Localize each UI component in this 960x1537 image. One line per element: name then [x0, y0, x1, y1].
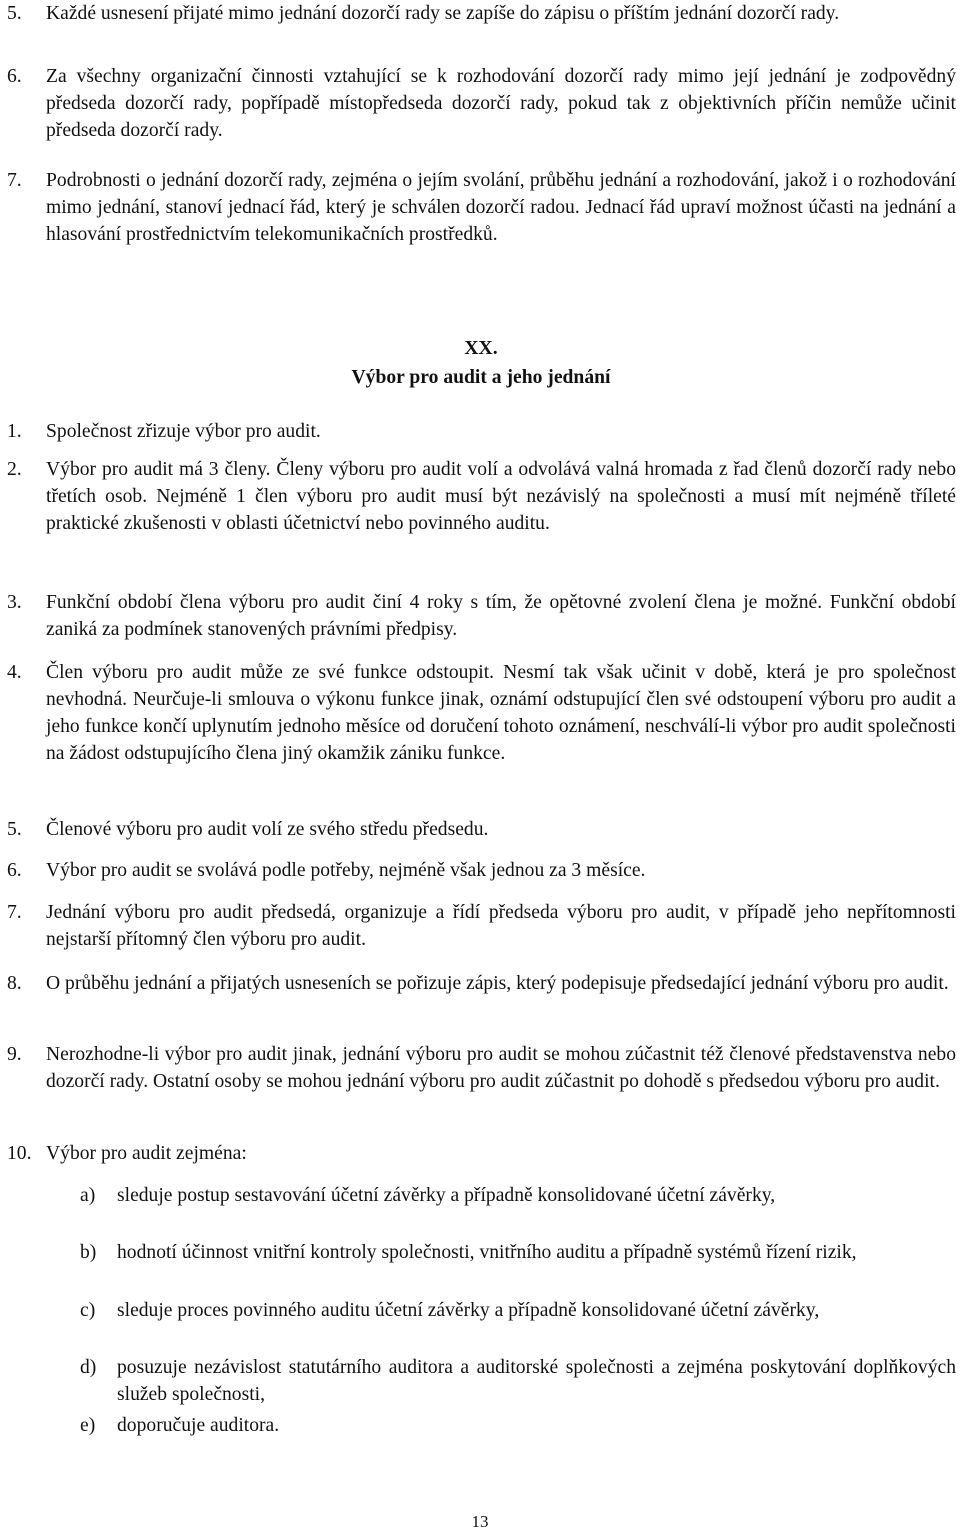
item-text: Výbor pro audit zejména: [46, 1143, 247, 1164]
item-number: 6. [7, 66, 22, 87]
item-number: 2. [7, 459, 22, 480]
item-text: Každé usnesení přijaté mimo jednání dozorčí rady se zapíše do zápisu o příštím jednání dozorčí rady. [46, 3, 840, 24]
section-item-7 [7, 899, 956, 953]
section-item-5 [7, 816, 956, 843]
subitem-letter: a) [80, 1185, 96, 1206]
item-text: Podrobnosti o jednání dozorčí rady, zejména o jejím svolání, průběhu jednání a rozhodování, jakož i o rozhodování mimo jednání, stanoví jednací řád, který je schválen dozorčí radou. Jednací řád upraví možnost účasti na jednání a hlasování prostřednictvím telekomunikačních prostředků. [46, 170, 956, 245]
subitem-text: hodnotí účinnost vnitřní kontroly společnosti, vnitřního auditu a případně systémů řízení rizik, [117, 1242, 857, 1263]
section-item-3 [7, 589, 956, 643]
item-number: 1. [7, 421, 22, 442]
section-item-4 [7, 659, 956, 767]
section-item-6 [7, 857, 956, 884]
prev-item-5 [7, 0, 956, 27]
item-number: 9. [7, 1044, 22, 1065]
subitem-text: doporučuje auditora. [117, 1415, 280, 1436]
item-number: 3. [7, 592, 22, 613]
subitem-letter: c) [80, 1300, 96, 1321]
prev-item-6 [7, 63, 956, 144]
item-text: Za všechny organizační činnosti vztahující se k rozhodování dozorčí rady mimo její jednání je zodpovědný předseda dozorčí rady, popřípadě místopředseda dozorčí rady, pokud tak z objektivních příčin nemůže učinit předseda dozorčí rady. [46, 66, 956, 141]
item-number: 7. [7, 170, 22, 191]
item-number: 7. [7, 902, 22, 923]
item-text: Členové výboru pro audit volí ze svého středu předsedu. [46, 819, 489, 840]
section-number: XX. [464, 338, 498, 359]
section-item-8 [7, 970, 956, 997]
subitem-b [80, 1239, 956, 1266]
section-item-10 [7, 1140, 956, 1167]
item-number: 5. [7, 3, 22, 24]
item-text: Jednání výboru pro audit předsedá, organizuje a řídí předseda výboru pro audit, v případě jeho nepřítomnosti nejstarší přítomný člen výboru pro audit. [46, 902, 956, 950]
item-number: 6. [7, 860, 22, 881]
section-item-2 [7, 456, 956, 537]
section-item-9 [7, 1041, 956, 1095]
subitem-text: sleduje postup sestavování účetní závěrky a případně konsolidované účetní závěrky, [117, 1185, 776, 1206]
subitem-letter: d) [80, 1357, 97, 1378]
item-text: Nerozhodne-li výbor pro audit jinak, jednání výboru pro audit se mohou zúčastnit též členové představenstva nebo dozorčí rady. Ostatní osoby se mohou jednání výboru pro audit zúčastnit po dohodě s předsedou výboru pro audit. [46, 1044, 956, 1092]
item-text: Společnost zřizuje výbor pro audit. [46, 421, 321, 442]
item-text: Výbor pro audit má 3 členy. Členy výboru pro audit volí a odvolává valná hromada z řad členů dozorčí rady nebo třetích osob. Nejméně 1 člen výboru pro audit musí být nezávislý na společnosti a musí mít nejméně tříleté praktické zkušenosti v oblasti účetnictví nebo povinného auditu. [46, 459, 956, 534]
section-item-1 [7, 418, 956, 445]
item-text: Člen výboru pro audit může ze své funkce odstoupit. Nesmí tak však učinit v době, která je pro společnost nevhodná. Neurčuje-li smlouva o výkonu funkce jinak, oznámí odstupující člen své odstoupení výboru pro audit a jeho funkce končí uplynutím jednoho měsíce od doručení tohoto oznámení, neschválí-li výbor pro audit společnosti na žádost odstupujícího člena jiný okamžik zániku funkce. [46, 662, 956, 764]
section-title: Výbor pro audit a jeho jednání [351, 367, 611, 388]
page-number: 13 [471, 1512, 489, 1531]
subitem-letter: b) [80, 1242, 97, 1263]
item-text: Výbor pro audit se svolává podle potřeby, nejméně však jednou za 3 měsíce. [46, 860, 646, 881]
item-text: Funkční období člena výboru pro audit činí 4 roky s tím, že opětovné zvolení člena je možné. Funkční období zaniká za podmínek stanovených právními předpisy. [46, 592, 956, 640]
item-number: 8. [7, 973, 22, 994]
item-number: 5. [7, 819, 22, 840]
subitem-c [80, 1297, 956, 1324]
subitem-letter: e) [80, 1415, 96, 1436]
item-number: 10. [7, 1143, 32, 1164]
item-number: 4. [7, 662, 22, 683]
subitem-e [80, 1412, 956, 1439]
item-text: O průběhu jednání a přijatých usneseních se pořizuje zápis, který podepisuje předsedající jednání výboru pro audit. [46, 973, 949, 994]
subitem-a [80, 1182, 956, 1209]
subitem-text: posuzuje nezávislost statutárního auditora a auditorské společnosti a zejména poskytování doplňkových služeb společnosti, [117, 1357, 956, 1405]
subitem-text: sleduje proces povinného auditu účetní závěrky a případně konsolidované účetní závěrky, [117, 1300, 820, 1321]
subitem-d [80, 1354, 956, 1408]
prev-item-7 [7, 167, 956, 248]
